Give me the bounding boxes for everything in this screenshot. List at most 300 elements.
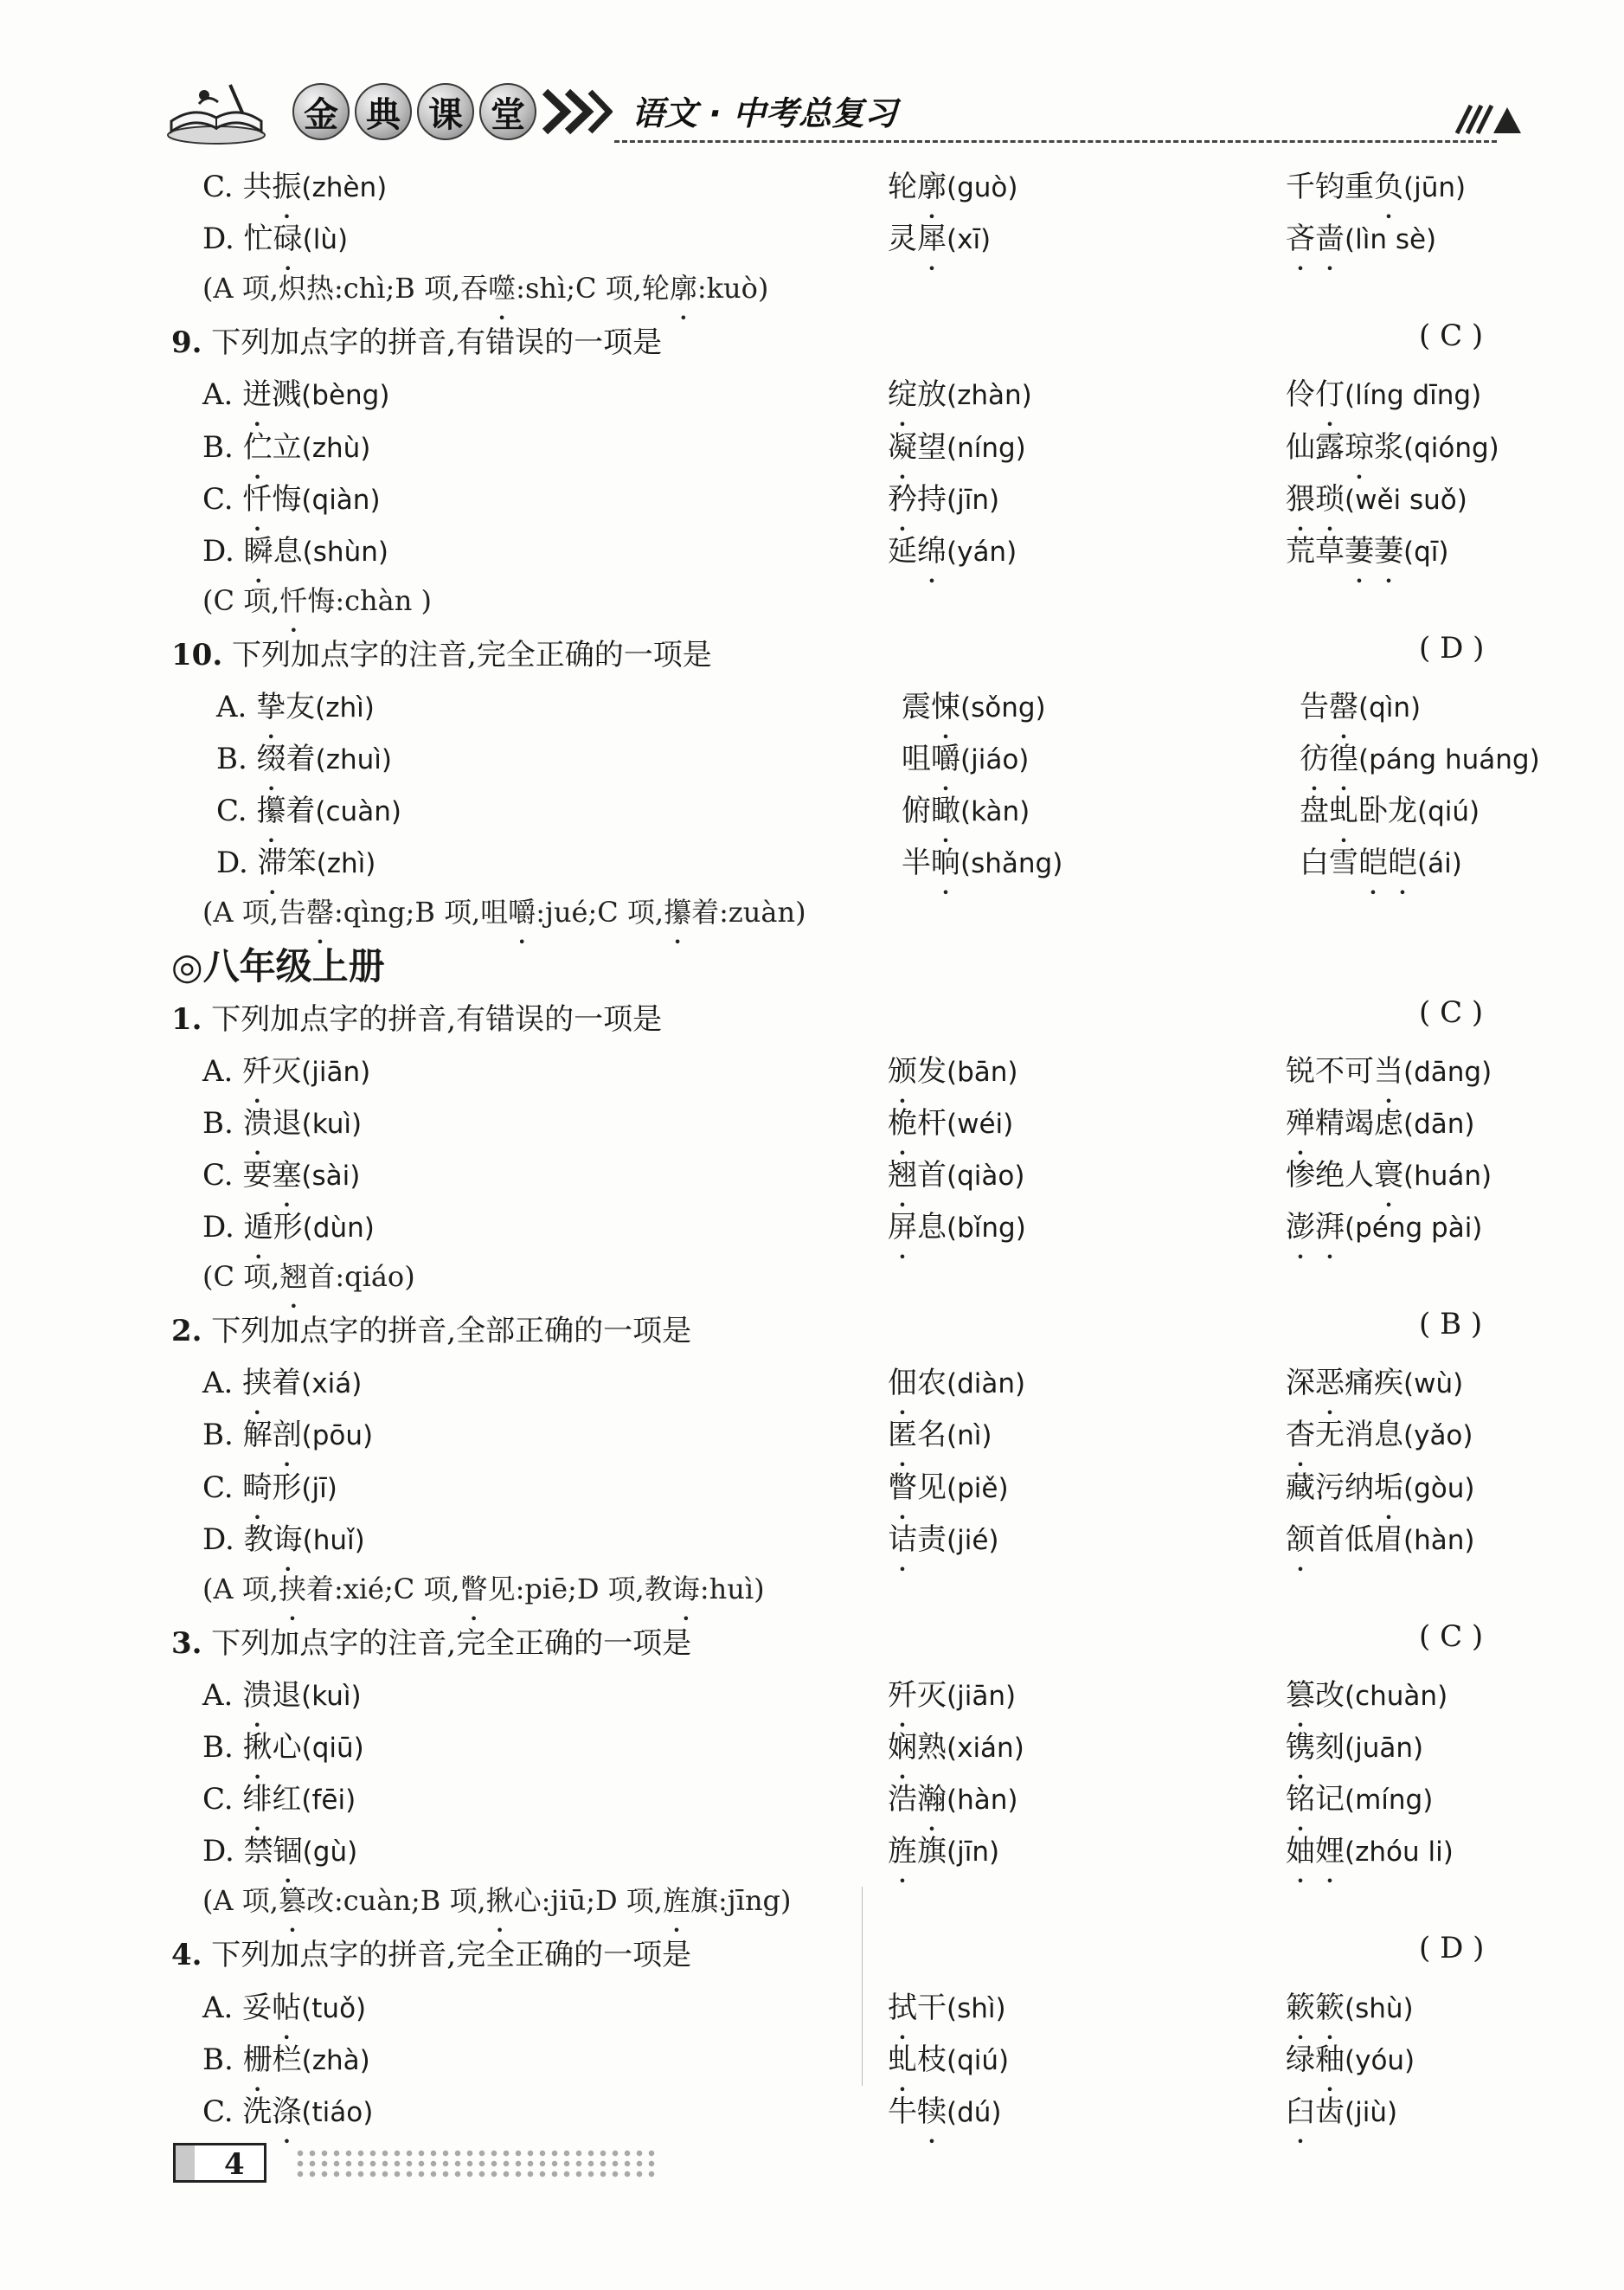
open-book-icon — [164, 78, 268, 147]
pinyin: (hàn) — [1403, 1525, 1475, 1556]
dotted-char: 彷 — [1300, 742, 1329, 776]
option-item — [1300, 735, 1540, 777]
pinyin: (qī) — [1403, 537, 1449, 568]
dotted-char: 寰 — [1374, 1158, 1403, 1193]
answer-bracket: ( C ) — [1419, 1619, 1484, 1654]
option-item — [202, 215, 348, 257]
text-run: 名 — [917, 1418, 947, 1452]
explanation-text — [202, 1879, 792, 1919]
dotted-char: 晌 — [931, 846, 960, 880]
text-run: 心 — [272, 1730, 302, 1765]
pinyin: (shù) — [1345, 1993, 1414, 2024]
option-label: B. — [202, 1730, 243, 1765]
dotted-char: 矜 — [888, 482, 917, 517]
dotted-char: 廓 — [669, 272, 697, 305]
option-item — [1286, 1203, 1482, 1245]
dotted-char: 篡 — [278, 1884, 306, 1917]
text-run: :qìng;B 项,咀 — [333, 896, 509, 929]
pinyin: (yán) — [947, 537, 1017, 568]
pinyin: (sǒng) — [960, 692, 1046, 724]
option-item — [888, 1775, 1017, 1817]
pinyin: (lìn sè) — [1345, 224, 1437, 255]
dotted-char: 颔 — [1286, 1522, 1315, 1557]
pinyin: (wěi suǒ) — [1345, 485, 1467, 516]
dotted-char: 徨 — [1329, 742, 1358, 776]
text-run: 告 — [1300, 690, 1329, 724]
dotted-char: 臼 — [1286, 2094, 1315, 2129]
text-run: 退 — [272, 1106, 302, 1141]
question — [171, 631, 712, 679]
option-label: C. — [202, 2094, 243, 2129]
question-text: 下列加点字的拼音,有错误的一项是 — [202, 1002, 663, 1037]
answer-bracket: ( D ) — [1419, 631, 1485, 666]
dotted-char: 皑 — [1358, 846, 1388, 880]
option-item — [202, 1775, 356, 1817]
dotted-char: 吝 — [1286, 222, 1315, 256]
pinyin: (bǐng) — [947, 1213, 1026, 1244]
dotted-char: 瀚 — [917, 1782, 947, 1817]
option-item — [1300, 839, 1462, 881]
pinyin: (páng huáng) — [1358, 744, 1540, 775]
option-item — [888, 1463, 1009, 1506]
dotted-char: 旌 — [662, 1884, 690, 1917]
dotted-char: 攥 — [664, 896, 692, 929]
dotted-char: 萋 — [1345, 534, 1374, 569]
dotted-char: 屏 — [888, 1210, 917, 1245]
pinyin: (zhà) — [301, 2045, 370, 2076]
text-run: 解 — [242, 1418, 273, 1452]
option-label: A. — [202, 377, 243, 412]
option-item — [202, 527, 388, 569]
pinyin: (jiān) — [301, 1057, 371, 1088]
option-item — [888, 1723, 1024, 1766]
pinyin: (xián) — [947, 1733, 1024, 1764]
text-run: 溅 — [272, 377, 302, 412]
option-item — [888, 423, 1026, 466]
dotted-char: 琼 — [1345, 430, 1374, 465]
text-run: 忙 — [243, 222, 273, 256]
option-label: A. — [202, 1991, 243, 2025]
text-run: (C 项, — [202, 584, 280, 617]
stripe-triangle-icon — [1454, 100, 1523, 135]
option-item — [202, 163, 387, 205]
text-run: 悔 — [272, 482, 302, 517]
pinyin: (tiáo) — [301, 2097, 374, 2128]
dotted-char: 篡 — [1286, 1678, 1315, 1713]
option-item — [202, 475, 381, 518]
option-item — [888, 163, 1017, 205]
option-item — [202, 1671, 362, 1714]
text-run: 发 — [917, 1054, 947, 1089]
dotted-char: 凝 — [888, 430, 917, 465]
dotted-char: 啬 — [1315, 222, 1345, 256]
text-run: 干 — [917, 1991, 947, 2025]
dotted-char: 剖 — [272, 1418, 302, 1452]
text-run: 见 — [917, 1470, 947, 1505]
pinyin: (míng) — [1345, 1785, 1434, 1816]
brand-title-char: 堂 — [479, 83, 536, 140]
option-item — [1286, 1515, 1474, 1558]
option-item — [888, 1827, 999, 1869]
option-item — [1286, 527, 1448, 569]
option-item — [202, 1463, 337, 1506]
pinyin: (dú) — [947, 2097, 1002, 2128]
dotted-char: 旌 — [888, 1834, 917, 1869]
dotted-char: 瞥 — [888, 1470, 917, 1505]
dotted-char: 罄 — [305, 896, 334, 929]
pinyin: (shǎng) — [960, 848, 1063, 879]
option-item — [902, 683, 1046, 725]
pinyin: (líng dīng) — [1345, 380, 1482, 411]
text-run: 半 — [902, 846, 931, 880]
dotted-char: 瞰 — [931, 794, 960, 828]
text-run: 浆 — [1374, 430, 1403, 465]
text-run: 惨绝人 — [1286, 1158, 1374, 1193]
option-item — [216, 787, 401, 829]
text-run: 深 — [1286, 1366, 1315, 1400]
pinyin: (zhuì) — [315, 744, 392, 775]
dot-pattern — [294, 2148, 658, 2179]
option-label: D. — [202, 222, 244, 256]
option-item — [888, 1359, 1025, 1401]
option-item — [1286, 2036, 1415, 2078]
option-label: A. — [202, 1054, 243, 1089]
pinyin: (huǐ) — [302, 1525, 365, 1556]
option-item — [202, 423, 370, 466]
dotted-char: 犊 — [917, 2094, 947, 2129]
text-run: 无消息 — [1315, 1418, 1403, 1452]
dotted-char: 碌 — [273, 222, 303, 256]
option-item — [202, 370, 389, 413]
dotted-char: 垢 — [1374, 1470, 1403, 1505]
answer-bracket: ( C ) — [1419, 995, 1484, 1030]
option-item — [1286, 1984, 1414, 2026]
dotted-char: 挚 — [256, 690, 286, 724]
option-item — [902, 787, 1030, 829]
option-item — [888, 1984, 1006, 2026]
option-item — [1286, 475, 1467, 518]
text-run: 齿 — [1315, 2094, 1345, 2129]
option-item — [216, 839, 376, 881]
text-run: 浩 — [888, 1782, 917, 1817]
pinyin: (chuàn) — [1345, 1681, 1448, 1712]
question-text: 下列加点字的注音,完全正确的一项是 — [222, 638, 712, 672]
answer-bracket: ( D ) — [1419, 1931, 1485, 1965]
dotted-char: 铭 — [1286, 1782, 1315, 1817]
pinyin: (zhù) — [301, 433, 371, 464]
text-run: 旗 — [917, 1834, 947, 1869]
text-run: 栏 — [272, 2042, 302, 2077]
text-run: 精竭虑 — [1315, 1106, 1403, 1141]
dotted-char: 涤 — [272, 2094, 302, 2129]
question — [171, 1307, 691, 1355]
option-label: B. — [202, 1418, 243, 1452]
explanation-text — [202, 1255, 415, 1295]
dotted-char: 翘 — [279, 1260, 308, 1293]
dotted-char: 恶 — [1315, 1366, 1345, 1400]
text-run: 友 — [286, 690, 316, 724]
pinyin: (qiàn) — [301, 485, 381, 516]
option-label: B. — [202, 430, 243, 465]
dotted-char: 萋 — [1374, 534, 1403, 569]
pinyin: (zhì) — [315, 692, 375, 724]
text-run: 责 — [917, 1522, 947, 1557]
pinyin: (bān) — [947, 1057, 1018, 1088]
dotted-char: 镌 — [1286, 1730, 1315, 1765]
dotted-char: 忏 — [242, 482, 273, 517]
question — [171, 318, 662, 367]
text-run: 旗:jīng) — [690, 1884, 792, 1917]
dotted-char: 杳 — [1286, 1418, 1315, 1452]
option-item — [902, 839, 1062, 881]
page-tab-icon — [176, 2145, 195, 2180]
pinyin: (qiào) — [947, 1161, 1025, 1192]
text-run: 着 — [286, 742, 316, 776]
dotted-char: 缀 — [256, 742, 286, 776]
dotted-char: 猥 — [1286, 482, 1315, 517]
option-item — [888, 1099, 1013, 1142]
text-run: 延 — [888, 534, 917, 569]
option-item — [888, 1515, 999, 1558]
text-run: 要 — [242, 1158, 273, 1193]
pinyin: (níng) — [947, 433, 1026, 464]
dotted-char: 挟 — [242, 1366, 273, 1400]
pinyin: (hàn) — [947, 1785, 1018, 1816]
dotted-char: 犀 — [917, 222, 947, 256]
pinyin: (qióng) — [1403, 433, 1499, 464]
pinyin: (jiù) — [1345, 2097, 1398, 2128]
text-run: 着:xié;C 项, — [305, 1573, 460, 1605]
dotted-char: 仃 — [1315, 377, 1345, 412]
dotted-char: 绯 — [242, 1782, 273, 1817]
pinyin: (qiū) — [301, 1733, 364, 1764]
brand-title-char: 金 — [292, 83, 350, 140]
text-run: 洗 — [242, 2094, 273, 2129]
pinyin: (zhì) — [316, 848, 376, 879]
pinyin: (tuǒ) — [301, 1993, 367, 2024]
text-run: 卧龙 — [1358, 794, 1417, 828]
text-run: :huì) — [699, 1573, 765, 1605]
dotted-char: 攥 — [256, 794, 286, 828]
brand-title-char: 课 — [417, 83, 474, 140]
text-run: 共 — [242, 170, 273, 204]
text-run: 灭 — [272, 1054, 302, 1089]
pinyin: (jīn) — [947, 485, 1000, 516]
pinyin: (péng pài) — [1345, 1213, 1483, 1244]
text-run: 立 — [272, 430, 302, 465]
option-item — [1286, 1463, 1474, 1506]
pinyin: (qìn) — [1358, 692, 1422, 724]
text-run: 息 — [917, 1210, 947, 1245]
dotted-char: 滞 — [257, 846, 287, 880]
option-label: B. — [216, 742, 257, 776]
text-run: 形 — [273, 1210, 303, 1245]
text-run: 持 — [917, 482, 947, 517]
dotted-char: 塞 — [272, 1158, 302, 1193]
text-run: 退 — [272, 1678, 302, 1713]
option-item — [1286, 1411, 1473, 1453]
option-item — [1286, 370, 1481, 413]
text-run: 荒草 — [1286, 534, 1345, 569]
dotted-char: 歼 — [242, 1054, 273, 1089]
answer-bracket: ( C ) — [1419, 318, 1484, 353]
dotted-char: 簌 — [1286, 1991, 1315, 2025]
option-item — [1286, 163, 1466, 205]
text-run: 心:jiū;D 项, — [513, 1884, 663, 1917]
dotted-char: 釉 — [1315, 2042, 1345, 2077]
option-item — [202, 1984, 366, 2026]
text-run: 杆 — [917, 1106, 947, 1141]
pinyin: (kuì) — [301, 1109, 363, 1140]
option-item — [202, 2036, 370, 2078]
option-label: C. — [202, 1782, 243, 1817]
option-label: D. — [202, 1834, 244, 1869]
text-run: 轮 — [888, 170, 917, 204]
option-label: D. — [202, 534, 244, 569]
dotted-char: 匿 — [888, 1418, 917, 1452]
brand-title — [292, 83, 536, 140]
option-item — [1286, 1723, 1423, 1766]
dotted-char: 娌 — [1315, 1834, 1345, 1869]
option-item — [888, 527, 1017, 569]
dotted-char: 瞬 — [243, 534, 273, 569]
pinyin: (bèng) — [301, 380, 390, 411]
option-item — [1286, 1827, 1454, 1869]
dotted-char: 澎 — [1286, 1210, 1315, 1245]
text-run: 改 — [1315, 1678, 1345, 1713]
pinyin: (qiú) — [947, 2045, 1010, 2076]
pinyin: (guò) — [947, 172, 1018, 203]
page-number-box — [173, 2143, 266, 2183]
pinyin: (dān) — [1403, 1109, 1475, 1140]
option-item — [1300, 683, 1421, 725]
dotted-char: 妯 — [1286, 1834, 1315, 1869]
dotted-char: 嚼 — [931, 742, 960, 776]
page-number: 4 — [224, 2147, 245, 2182]
pinyin: (kàn) — [960, 796, 1030, 827]
option-item — [202, 1099, 362, 1142]
option-item — [202, 1047, 370, 1090]
pinyin: (kuì) — [301, 1681, 362, 1712]
option-item — [202, 1151, 360, 1193]
question-text: 下列加点字的拼音,全部正确的一项是 — [202, 1314, 692, 1348]
option-item — [1286, 423, 1499, 466]
option-item — [888, 475, 999, 518]
text-run: 刻 — [1315, 1730, 1345, 1765]
option-item — [1286, 1671, 1447, 1714]
dotted-char: 诘 — [888, 1522, 917, 1557]
option-label: D. — [202, 1522, 244, 1557]
option-label: D. — [202, 1210, 244, 1245]
pinyin: (wù) — [1403, 1368, 1464, 1399]
dotted-char: 噬 — [488, 272, 517, 305]
text-run: 农 — [917, 1366, 947, 1400]
dotted-char: 迸 — [242, 377, 273, 412]
text-run: 首 — [917, 1158, 947, 1193]
text-run: 盘 — [1300, 794, 1329, 828]
pinyin: (lù) — [302, 224, 349, 255]
option-item — [1286, 1775, 1433, 1817]
pinyin: (gù) — [302, 1837, 358, 1868]
text-run: 放 — [917, 377, 947, 412]
dotted-char: 揪 — [485, 1884, 514, 1917]
pinyin: (yóu) — [1345, 2045, 1415, 2076]
option-item — [202, 1359, 362, 1401]
option-item — [888, 1411, 992, 1453]
subject-title: 语文 · 中考总复习 — [632, 94, 897, 132]
question-number: 4. — [171, 1938, 202, 1972]
dotted-char: 悚 — [931, 690, 960, 724]
option-label: C. — [202, 482, 243, 517]
pinyin: (yǎo) — [1403, 1420, 1473, 1451]
pinyin: (xiá) — [301, 1368, 363, 1399]
text-run: 记 — [1315, 1782, 1345, 1817]
header-divider — [614, 140, 1497, 143]
pinyin: (diàn) — [947, 1368, 1026, 1399]
question-number: 9. — [171, 325, 202, 360]
pinyin: (juān) — [1345, 1733, 1424, 1764]
option-item — [202, 1203, 375, 1245]
text-run: 禁 — [243, 1834, 273, 1869]
text-run: (A 项,炽热:chì;B 项,吞 — [202, 272, 489, 305]
option-item — [1286, 1099, 1475, 1142]
option-item — [1286, 1151, 1492, 1193]
dotted-char: 忏 — [279, 584, 308, 617]
text-run: 绿 — [1286, 2042, 1315, 2077]
option-item — [888, 1203, 1026, 1245]
dotted-char: 歼 — [888, 1678, 917, 1713]
text-run: 枝 — [917, 2042, 947, 2077]
question — [171, 1931, 691, 1979]
pinyin: (nì) — [947, 1420, 992, 1451]
question-number: 10. — [171, 638, 223, 672]
text-run: 见:piē;D 项,教 — [487, 1573, 672, 1605]
text-run: 伶 — [1286, 377, 1315, 412]
option-item — [888, 1151, 1024, 1193]
dotted-char: 瞥 — [459, 1573, 488, 1605]
dotted-char: 伫 — [242, 430, 273, 465]
pinyin: (jié) — [947, 1525, 999, 1556]
explanation-text — [202, 579, 432, 619]
pinyin: (shùn) — [302, 537, 388, 568]
dotted-char: 佃 — [888, 1366, 917, 1400]
question — [171, 1619, 691, 1668]
text-run: 锐不可 — [1286, 1054, 1374, 1089]
question-number: 3. — [171, 1626, 202, 1661]
text-run: (A 项, — [202, 1884, 279, 1917]
explanation-text — [202, 1567, 765, 1607]
dotted-char: 振 — [272, 170, 302, 204]
text-run: 灭 — [917, 1678, 947, 1713]
dotted-char: 嚼 — [508, 896, 536, 929]
dotted-char: 琐 — [1315, 482, 1345, 517]
text-run: 悔:chàn ) — [307, 584, 433, 617]
page-header — [164, 61, 1523, 147]
option-label: C. — [202, 170, 243, 204]
option-item — [1286, 2087, 1397, 2130]
text-run: 仙露 — [1286, 430, 1345, 465]
text-run: 牛 — [888, 2094, 917, 2129]
text-run: 熟 — [917, 1730, 947, 1765]
option-item — [1300, 787, 1480, 829]
text-run: 着 — [272, 1366, 302, 1400]
text-run: 灵 — [888, 222, 917, 256]
pinyin: (fēi) — [301, 1785, 356, 1816]
text-run: 震 — [902, 690, 931, 724]
dotted-char: 娴 — [888, 1730, 917, 1765]
pinyin: (jūn) — [1403, 172, 1467, 203]
dotted-char: 绽 — [888, 377, 917, 412]
